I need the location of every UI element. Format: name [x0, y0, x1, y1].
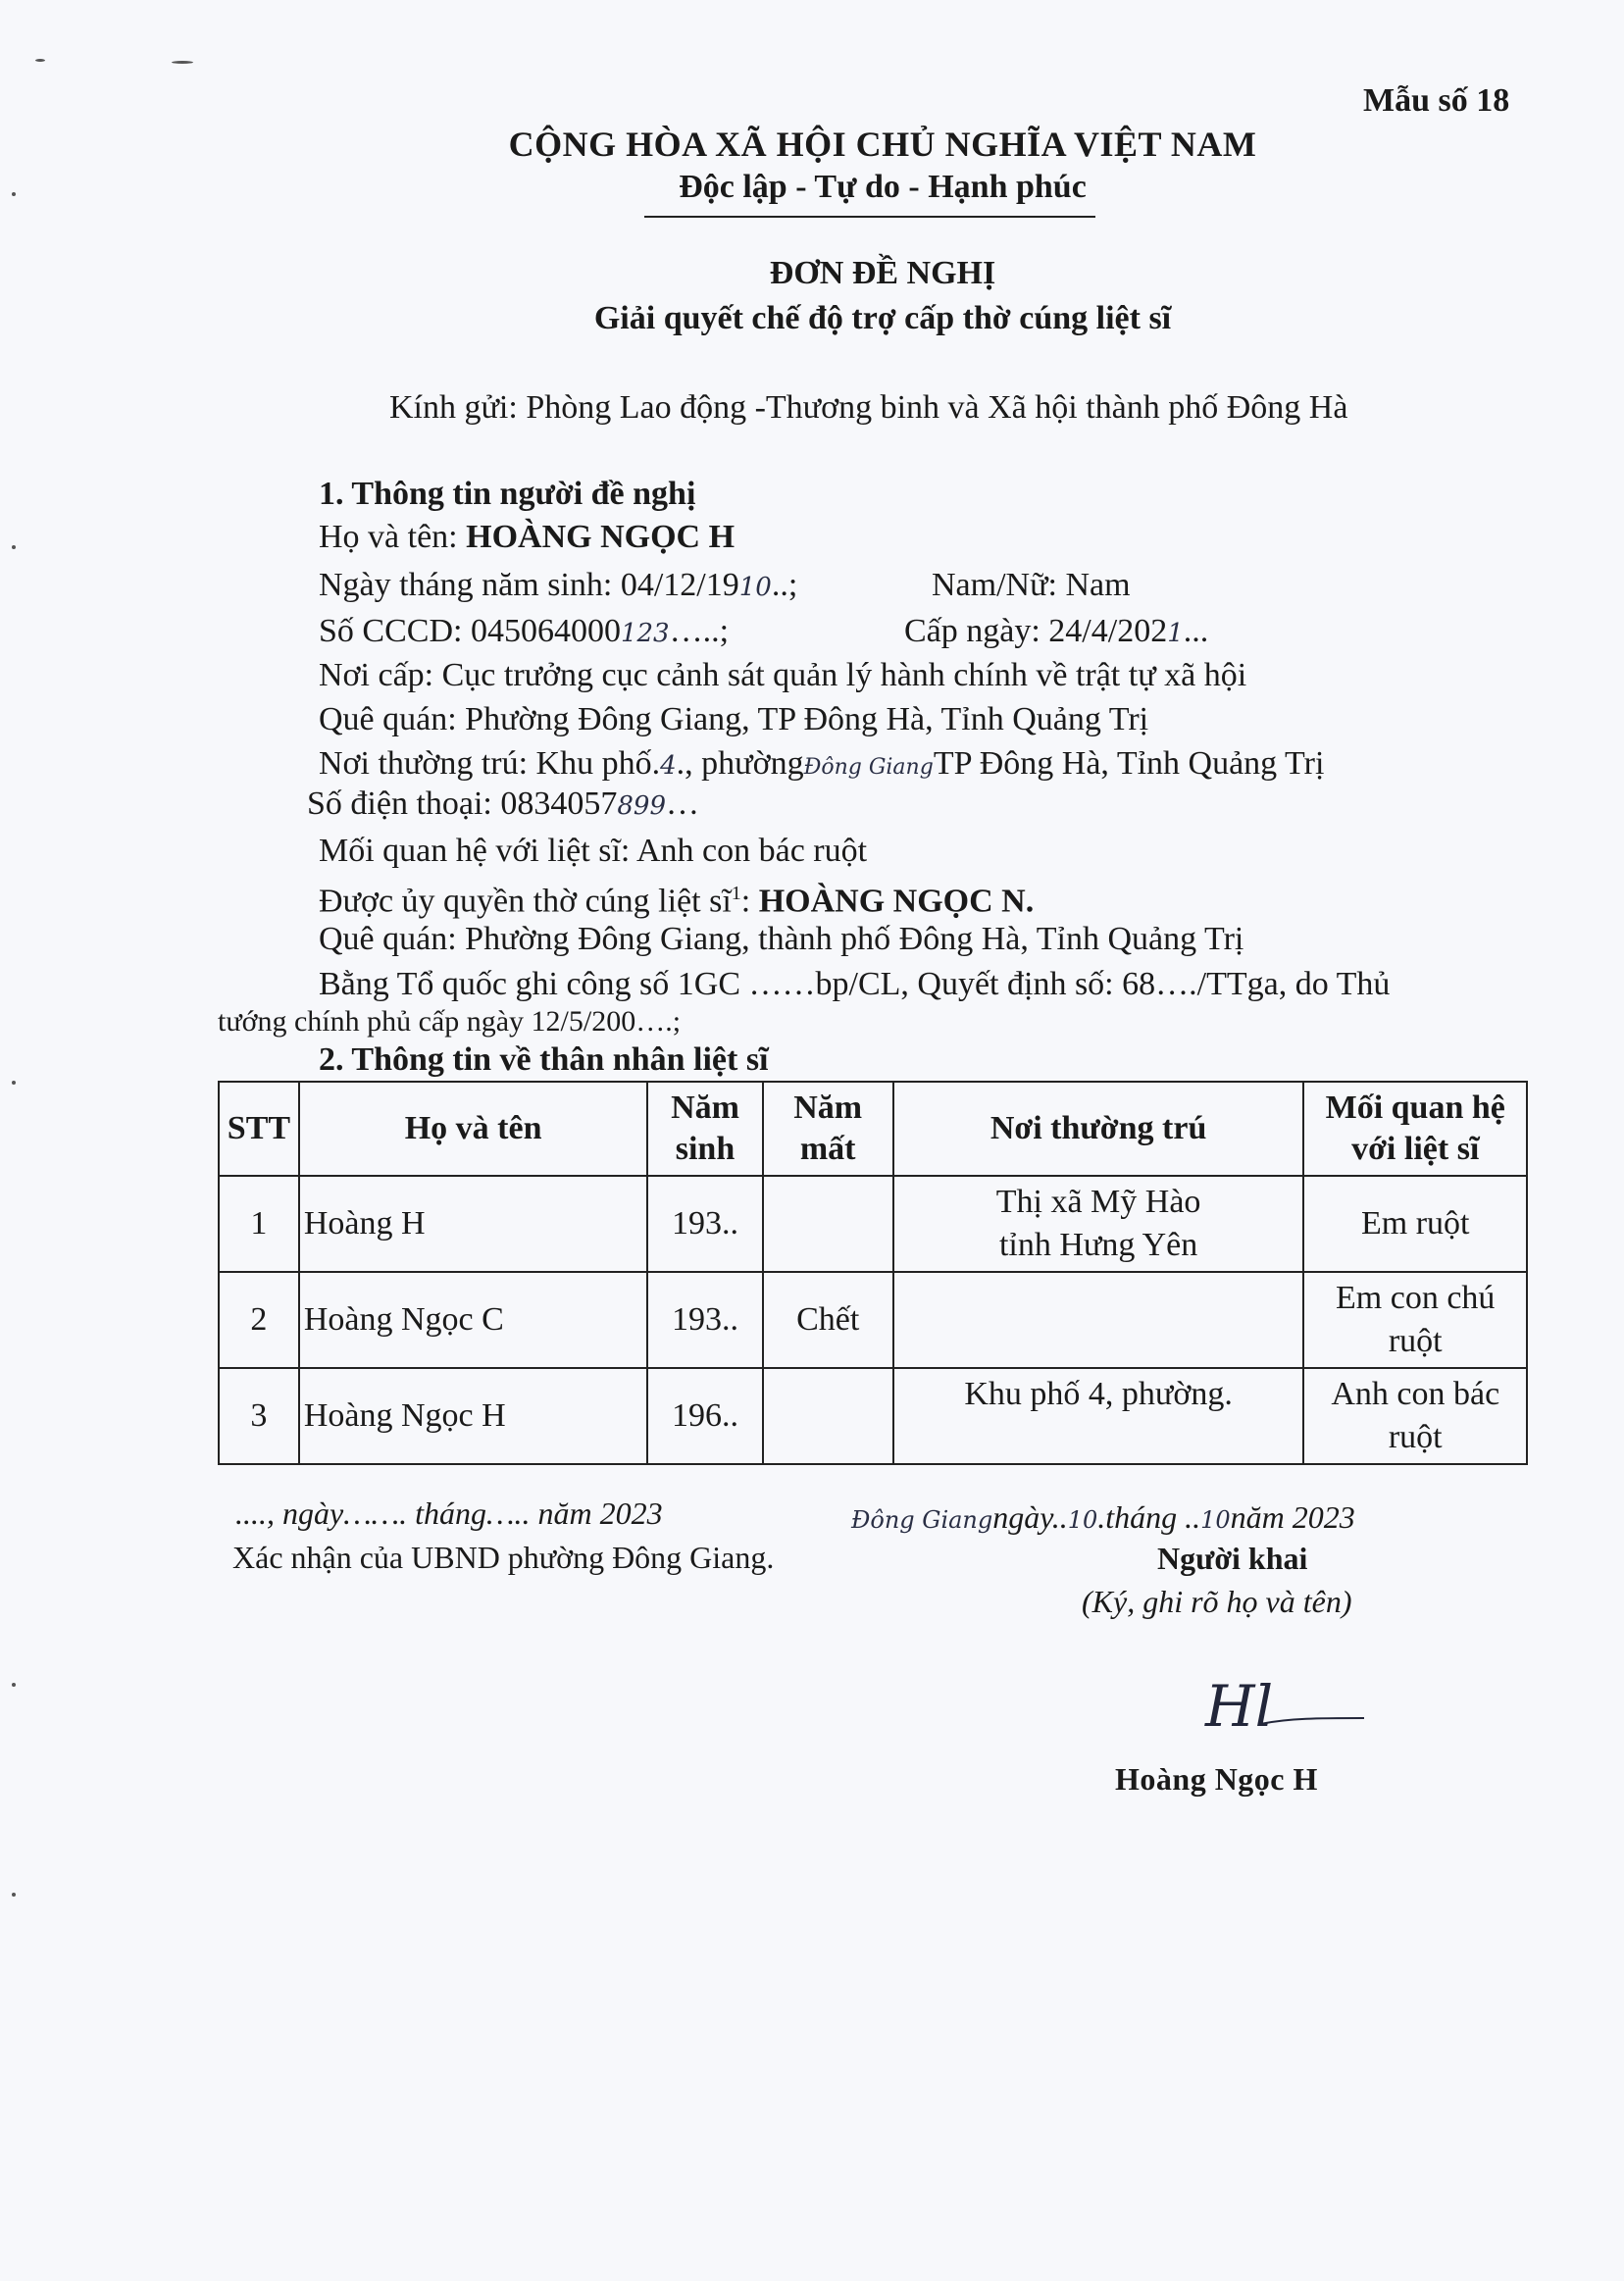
- date-part-month-label: .tháng ..: [1097, 1499, 1201, 1535]
- document-subtitle: Giải quyết chế độ trợ cấp thờ cúng liệt sĩ: [593, 300, 1172, 336]
- section1-heading: 1. Thông tin người đề nghị: [319, 476, 696, 512]
- id-handwritten: 123: [620, 619, 670, 648]
- id-label: Số CCCD: 045064000: [319, 613, 621, 649]
- authorized-name: HOÀNG NGỌC N.: [758, 883, 1035, 920]
- scan-mark: [12, 1683, 16, 1687]
- issue-date-field: [904, 612, 1208, 653]
- martyr-hometown-line: Quê quán: Phường Đông Giang, thành phố Đông Hà, Tỉnh Quảng Trị: [319, 921, 1244, 957]
- residence-mid: ., phường: [676, 745, 804, 782]
- authorized-separator: :: [740, 883, 759, 920]
- date-part-year: năm 2023: [1230, 1499, 1355, 1535]
- table-row: [219, 1272, 1527, 1368]
- authorized-line: [319, 874, 1034, 921]
- col-death-year: [763, 1082, 893, 1176]
- motto-underline: [644, 216, 1095, 218]
- residence-prefix: Nơi thường trú: Khu phố.: [319, 745, 661, 782]
- residence-handwritten-ward: Đông Giang: [803, 755, 934, 780]
- scan-mark: [35, 59, 45, 62]
- cell-residence: Khu phố 4, phường.: [893, 1368, 1304, 1464]
- authorized-label: Được ủy quyền thờ cúng liệt sĩ: [319, 883, 732, 920]
- sex-field: Nam/Nữ: Nam: [932, 567, 1131, 603]
- recipient-line: Kính gửi: Phòng Lao động -Thương binh và Xã hội thành phố Đông Hà: [389, 389, 1348, 426]
- ward-confirmation-label: Xác nhận của UBND phường Đông Giang.: [232, 1540, 775, 1575]
- name-label: Họ và tên:: [319, 519, 467, 555]
- hometown-line: Quê quán: Phường Đông Giang, TP Đông Hà, Tỉnh Quảng Trị: [319, 701, 1149, 737]
- phone-suffix: …: [666, 786, 700, 822]
- scan-mark: [12, 192, 16, 196]
- day-handwritten: 10: [1067, 1506, 1098, 1534]
- cell-name: Hoàng Ngọc C: [299, 1272, 647, 1368]
- col-birth-year: [647, 1082, 762, 1176]
- cell-stt: 3: [219, 1368, 299, 1464]
- cell-relation-line1: Anh con bác: [1331, 1376, 1500, 1412]
- dob-label: Ngày tháng năm sinh: 04/12/19: [319, 567, 739, 603]
- signature-glyph: Hl: [1205, 1673, 1274, 1740]
- declarant-signature: [1192, 1661, 1368, 1759]
- signer-name: Hoàng Ngọc H: [1115, 1761, 1318, 1797]
- id-suffix: …..;: [669, 613, 730, 649]
- scan-mark: [12, 1893, 16, 1897]
- dob-handwritten: 10: [738, 573, 772, 602]
- declarant-place-date: [851, 1498, 1355, 1539]
- relation-line: Mối quan hệ với liệt sĩ: Anh con bác ruột: [319, 833, 868, 869]
- col-relation-line2: với liệt sĩ: [1351, 1131, 1480, 1167]
- cell-birth-year: 193..: [647, 1272, 762, 1368]
- residence-line: [319, 744, 1324, 787]
- national-title: CỘNG HÒA XÃ HỘI CHỦ NGHĨA VIỆT NAM: [508, 125, 1257, 164]
- cell-stt: 1: [219, 1176, 299, 1272]
- cell-relation-line2: ruột: [1388, 1419, 1443, 1455]
- table-row: [219, 1176, 1527, 1272]
- cell-birth-year: 196..: [647, 1368, 762, 1464]
- date-part-day-label: ngày..: [992, 1499, 1068, 1535]
- cell-relation: [1303, 1368, 1527, 1464]
- col-death-year-line1: Năm: [793, 1090, 863, 1126]
- cell-death-year: [763, 1176, 893, 1272]
- cell-relation-line2: ruột: [1388, 1323, 1443, 1359]
- residence-handwritten-block: 4: [660, 751, 677, 781]
- cell-stt: 2: [219, 1272, 299, 1368]
- id-line: [319, 612, 729, 653]
- signer-instruction: (Ký, ghi rõ họ và tên): [1082, 1584, 1352, 1619]
- phone-handwritten: 899: [617, 791, 667, 821]
- col-death-year-line2: mất: [799, 1131, 856, 1167]
- scan-mark: [172, 61, 193, 64]
- dob-line: [319, 566, 797, 607]
- col-residence: Nơi thường trú: [893, 1082, 1304, 1176]
- scan-mark: [12, 545, 16, 549]
- applicant-name: HOÀNG NGỌC H: [466, 519, 736, 555]
- col-name: Họ và tên: [299, 1082, 647, 1176]
- phone-line: [307, 785, 699, 826]
- cell-birth-year: 193..: [647, 1176, 762, 1272]
- footnote-marker: 1: [731, 883, 741, 904]
- col-birth-year-line2: sinh: [675, 1131, 736, 1167]
- scan-mark: [12, 1081, 16, 1085]
- cell-death-year: [763, 1368, 893, 1464]
- cell-relation: Em ruột: [1303, 1176, 1527, 1272]
- certificate-line-1: Bằng Tổ quốc ghi công số 1GC ……bp/CL, Quyết định số: 68…./TTga, do Thủ: [319, 966, 1391, 1002]
- ward-confirmation-date: ...., ngày……. tháng….. năm 2023: [235, 1495, 663, 1531]
- cell-residence: [893, 1176, 1304, 1272]
- issue-date-label: Cấp ngày: 24/4/202: [904, 613, 1168, 649]
- signer-title: Người khai: [1157, 1541, 1308, 1576]
- section2-heading: 2. Thông tin về thân nhân liệt sĩ: [319, 1041, 769, 1078]
- dob-suffix: ..;: [771, 567, 798, 603]
- phone-label: Số điện thoại: 0834057: [307, 786, 618, 822]
- cell-residence-line1: Thị xã Mỹ Hào: [995, 1184, 1201, 1220]
- table-header-row: [219, 1082, 1527, 1176]
- issue-date-handwritten: 1: [1167, 619, 1184, 648]
- relatives-table: [218, 1081, 1528, 1465]
- signature-stroke: [1260, 1718, 1364, 1724]
- form-number: Mẫu số 18: [1363, 82, 1510, 119]
- national-motto: Độc lập - Tự do - Hạnh phúc: [679, 169, 1087, 205]
- col-relation: [1303, 1082, 1527, 1176]
- issue-date-suffix: ...: [1183, 613, 1209, 649]
- cell-residence-line2: tỉnh Hưng Yên: [998, 1227, 1198, 1263]
- cell-residence: [893, 1272, 1304, 1368]
- cell-relation-line1: Em con chú: [1336, 1280, 1496, 1316]
- col-birth-year-line1: Năm: [671, 1090, 739, 1126]
- cell-death-year: Chết: [763, 1272, 893, 1368]
- col-relation-line1: Mối quan hệ: [1325, 1090, 1505, 1126]
- issued-by-line: Nơi cấp: Cục trưởng cục cảnh sát quản lý hành chính về trật tự xã hội: [319, 657, 1247, 693]
- document-title: ĐƠN ĐỀ NGHỊ: [769, 255, 996, 291]
- table-row: [219, 1368, 1527, 1464]
- certificate-line-2: tướng chính phủ cấp ngày 12/5/200….;: [218, 1005, 682, 1038]
- residence-suffix: TP Đông Hà, Tỉnh Quảng Trị: [933, 745, 1325, 782]
- col-stt: STT: [219, 1082, 299, 1176]
- cell-name: Hoàng H: [299, 1176, 647, 1272]
- month-handwritten: 10: [1200, 1506, 1231, 1534]
- cell-relation: [1303, 1272, 1527, 1368]
- applicant-name-line: [319, 518, 735, 557]
- cell-name: Hoàng Ngọc H: [299, 1368, 647, 1464]
- place-handwritten: Đông Giang: [851, 1506, 993, 1534]
